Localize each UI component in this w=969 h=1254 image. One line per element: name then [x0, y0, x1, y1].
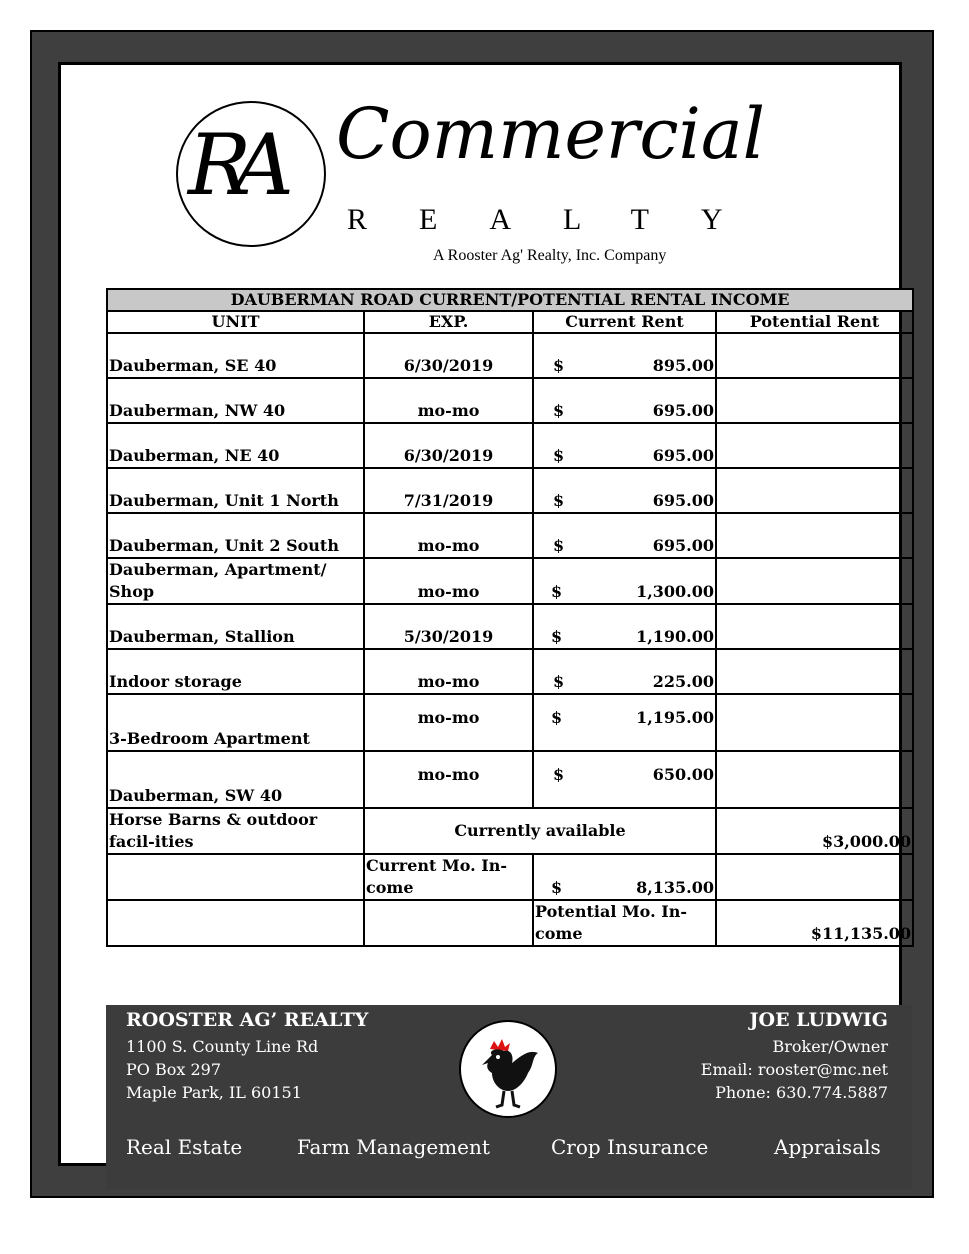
cell-exp: mo-mo — [364, 513, 533, 558]
commercial-realty-logo — [172, 95, 792, 275]
currency-symbol: $ — [553, 672, 565, 691]
logo-tagline: A Rooster Ag' Realty, Inc. Company — [433, 247, 667, 264]
table-title: DAUBERMAN ROAD CURRENT/POTENTIAL RENTAL INCOME — [107, 289, 913, 311]
footer-company: ROOSTER AG’ REALTY — [126, 1009, 369, 1031]
services-list — [106, 1135, 912, 1165]
cell-unit: Dauberman, Unit 2 South — [107, 513, 364, 558]
cell-exp: mo-mo — [364, 649, 533, 694]
cell-unit: Dauberman, SW 40 — [107, 751, 364, 808]
rent-amount: 1,300.00 — [636, 582, 714, 601]
logo-subtitle: REALTY — [347, 203, 775, 236]
table-row — [107, 513, 913, 558]
cell-unit: Dauberman, NW 40 — [107, 378, 364, 423]
cell-exp: mo-mo — [364, 751, 533, 808]
cell-current-rent — [533, 604, 716, 649]
address-line: 1100 S. County Line Rd — [126, 1037, 319, 1056]
cell-current-rent — [533, 378, 716, 423]
cell-current-rent — [533, 468, 716, 513]
rent-amount: 695.00 — [652, 401, 714, 420]
table-row — [107, 558, 913, 604]
cell-potential-rent — [716, 649, 913, 694]
cell-empty — [107, 854, 364, 900]
currency-symbol: $ — [553, 765, 565, 784]
contact-email: Email: rooster@mc.net — [700, 1060, 888, 1079]
rent-amount: 1,195.00 — [636, 708, 714, 727]
header-unit: UNIT — [107, 311, 364, 333]
contact-title: Broker/Owner — [772, 1037, 888, 1056]
document-page — [58, 62, 912, 1166]
potential-total-label: Potential Mo. In-come — [533, 900, 716, 946]
footer-banner — [106, 1005, 912, 1189]
page-frame — [30, 30, 934, 1198]
cell-current-rent — [533, 333, 716, 378]
service-appraisals: Appraisals — [774, 1135, 881, 1159]
header-exp: EXP. — [364, 311, 533, 333]
address-line: PO Box 297 — [126, 1060, 222, 1079]
rent-amount: 225.00 — [652, 672, 714, 691]
currency-symbol: $ — [551, 878, 563, 897]
current-total-value: 8,135.00 — [636, 878, 714, 897]
cell-unit: Dauberman, Stallion — [107, 604, 364, 649]
cell-unit: Dauberman, Unit 1 North — [107, 468, 364, 513]
table-row — [107, 468, 913, 513]
cell-potential-rent — [716, 333, 913, 378]
table-row — [107, 423, 913, 468]
cell-exp: mo-mo — [364, 378, 533, 423]
logo-name: Commercial — [336, 93, 766, 175]
currency-symbol: $ — [553, 446, 565, 465]
cell-potential-rent — [716, 468, 913, 513]
rent-amount: 1,190.00 — [636, 627, 714, 646]
footer-address — [126, 1035, 318, 1104]
cell-current-rent — [533, 423, 716, 468]
currency-symbol: $ — [551, 627, 563, 646]
cell-unit: Dauberman, Apartment/ Shop — [107, 558, 364, 604]
current-total-label: Current Mo. In-come — [364, 854, 533, 900]
cell-exp: 5/30/2019 — [364, 604, 533, 649]
cell-unit: Dauberman, NE 40 — [107, 423, 364, 468]
cell-empty — [107, 900, 364, 946]
logo-monogram: RA — [188, 116, 276, 214]
rental-income-table — [106, 288, 912, 947]
cell-potential-rent — [716, 694, 913, 751]
table-title-row — [107, 289, 913, 311]
service-crop-insurance: Crop Insurance — [551, 1135, 709, 1159]
table-header-row — [107, 311, 913, 333]
cell-potential-rent — [716, 558, 913, 604]
header-potential-rent: Potential Rent — [716, 311, 913, 333]
table-row — [107, 751, 913, 808]
currency-symbol: $ — [553, 536, 565, 555]
cell-unit: Dauberman, SE 40 — [107, 333, 364, 378]
rooster-icon — [458, 1019, 558, 1119]
rent-amount: 895.00 — [652, 356, 714, 375]
cell-current-rent — [533, 694, 716, 751]
potential-total-value: $11,135.00 — [716, 900, 913, 946]
contact-phone: Phone: 630.774.5887 — [715, 1083, 888, 1102]
cell-potential-rent — [716, 423, 913, 468]
service-farm-management: Farm Management — [297, 1135, 490, 1159]
currency-symbol: $ — [553, 491, 565, 510]
cell-unit: Horse Barns & outdoor facil-ities — [107, 808, 364, 854]
cell-current-rent — [533, 751, 716, 808]
table-row — [107, 378, 913, 423]
currency-symbol: $ — [553, 356, 565, 375]
cell-empty — [716, 854, 913, 900]
table-row — [107, 649, 913, 694]
currency-symbol: $ — [551, 708, 563, 727]
table-row-horse-barns — [107, 808, 913, 854]
cell-potential-rent: $3,000.00 — [716, 808, 913, 854]
cell-availability: Currently available — [364, 808, 716, 854]
table-row — [107, 333, 913, 378]
currency-symbol: $ — [551, 582, 563, 601]
table-row-potential-total — [107, 900, 913, 946]
rent-amount: 650.00 — [652, 765, 714, 784]
rent-amount: 695.00 — [652, 536, 714, 555]
footer-contact-name: JOE LUDWIG — [749, 1009, 888, 1031]
address-line: Maple Park, IL 60151 — [126, 1083, 302, 1102]
cell-potential-rent — [716, 604, 913, 649]
service-real-estate: Real Estate — [126, 1135, 243, 1159]
cell-potential-rent — [716, 378, 913, 423]
currency-symbol: $ — [553, 401, 565, 420]
cell-potential-rent — [716, 751, 913, 808]
header-current-rent: Current Rent — [533, 311, 716, 333]
table-row-current-total — [107, 854, 913, 900]
footer-contact-info — [701, 1035, 888, 1104]
cell-current-rent — [533, 558, 716, 604]
cell-exp: 6/30/2019 — [364, 423, 533, 468]
rent-amount: 695.00 — [652, 446, 714, 465]
table-row — [107, 694, 913, 751]
cell-unit: 3-Bedroom Apartment — [107, 694, 364, 751]
cell-unit: Indoor storage — [107, 649, 364, 694]
cell-exp: mo-mo — [364, 694, 533, 751]
cell-exp: 7/31/2019 — [364, 468, 533, 513]
rent-amount: 695.00 — [652, 491, 714, 510]
cell-current-rent — [533, 513, 716, 558]
current-total-cell — [533, 854, 716, 900]
cell-current-rent — [533, 649, 716, 694]
cell-potential-rent — [716, 513, 913, 558]
cell-exp: 6/30/2019 — [364, 333, 533, 378]
cell-exp: mo-mo — [364, 558, 533, 604]
cell-empty — [364, 900, 533, 946]
table-row — [107, 604, 913, 649]
